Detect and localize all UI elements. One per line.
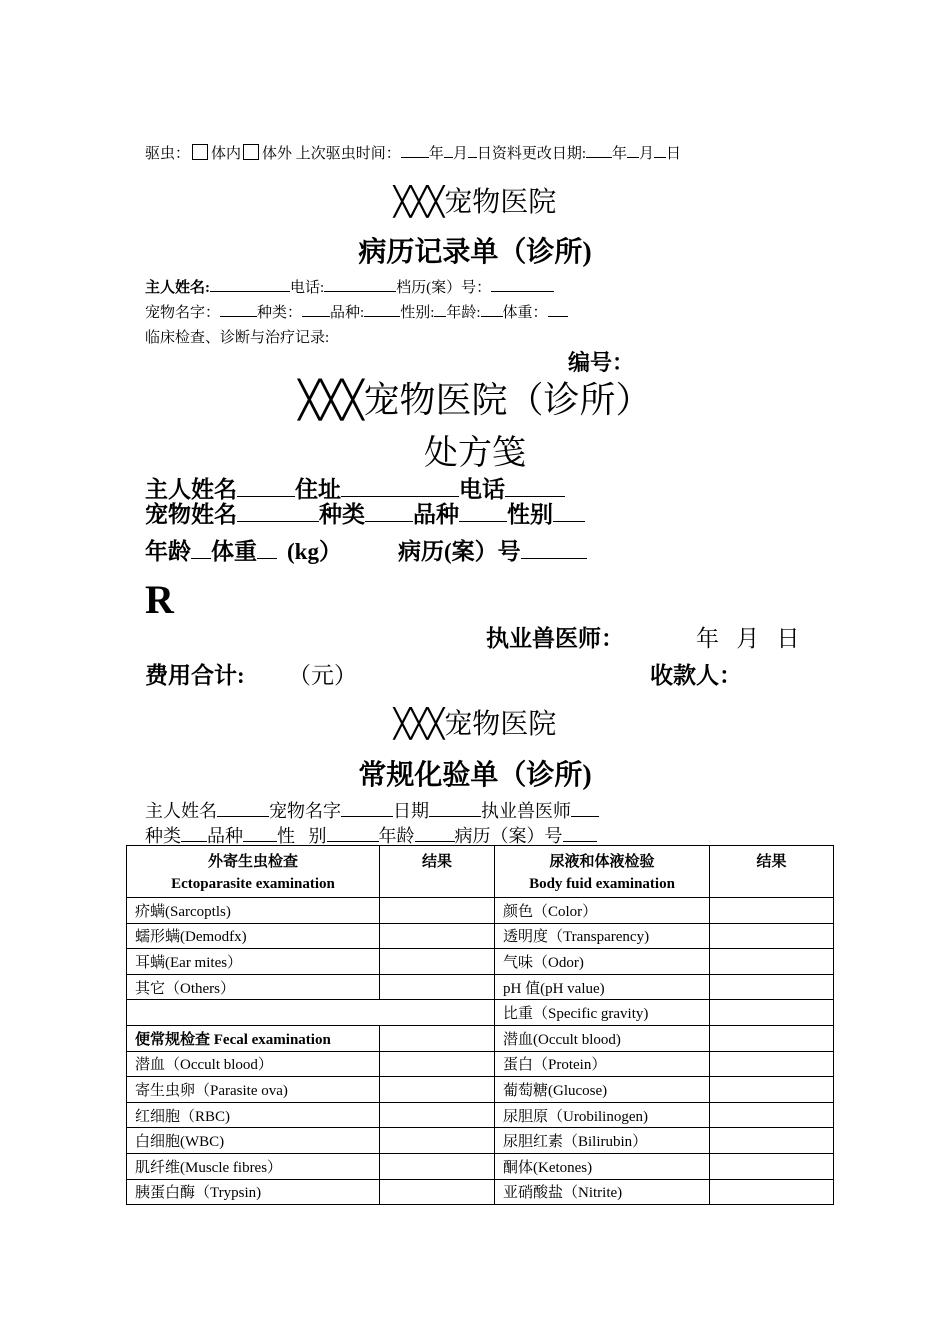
- prescription-date: 年 月 日: [696, 626, 800, 651]
- test-item-left: 胰蛋白酶（Trypsin): [127, 1179, 380, 1205]
- result-cell-left[interactable]: [380, 923, 495, 949]
- test-item-left: 耳螨(Ear mites）: [127, 949, 380, 975]
- result-cell-left[interactable]: [380, 1051, 495, 1077]
- deworm-year-blank[interactable]: [401, 142, 429, 158]
- test-item-left: 白细胞(WBC): [127, 1128, 380, 1154]
- test-item-left: 潜血（Occult blood）: [127, 1051, 380, 1077]
- weight-blank[interactable]: [548, 301, 568, 317]
- body-fluid-header-en: Body fuid examination: [529, 876, 675, 892]
- age-label: 年龄:: [446, 305, 481, 321]
- update-month-blank[interactable]: [627, 142, 639, 158]
- record-title: 病历记录单（诊所): [358, 237, 592, 268]
- sex-label: 性别: [507, 502, 553, 527]
- year-label: 年: [428, 146, 444, 162]
- table-row: [127, 1051, 834, 1077]
- case-no-blank[interactable]: [521, 535, 587, 559]
- table-row: [127, 1153, 834, 1179]
- pet-name-label: 宠物名字：: [145, 305, 221, 321]
- owner-label: 主人姓名: [145, 801, 217, 821]
- external-checkbox[interactable]: [243, 144, 259, 160]
- test-item-right: 酮体(Ketones): [495, 1153, 710, 1179]
- species-label: 种类: [319, 502, 365, 527]
- case-no-label: 病历(案）号: [397, 539, 521, 564]
- table-row: [127, 923, 834, 949]
- total-fee-label: 费用合计:: [145, 663, 245, 688]
- record-pet-line: [145, 301, 568, 322]
- result-cell-right[interactable]: [710, 1179, 834, 1205]
- test-item-left: 蠕形螨(Demodfx): [127, 923, 380, 949]
- table-row: [127, 1025, 834, 1051]
- age-blank[interactable]: [191, 535, 211, 559]
- vet-blank[interactable]: [571, 798, 599, 817]
- result-cell-right[interactable]: [710, 974, 834, 1000]
- result-cell-left[interactable]: [380, 1128, 495, 1154]
- vet-label: 执业兽医师: [481, 801, 571, 821]
- record-hospital-name: ╳╳╳宠物医院: [393, 186, 557, 217]
- pet-name-label: 宠物姓名: [145, 502, 237, 527]
- owner-blank[interactable]: [210, 276, 290, 292]
- age-blank[interactable]: [481, 301, 503, 317]
- test-item-right: 尿胆红素（Bilirubin）: [495, 1128, 710, 1154]
- breed-label: 品种: [207, 826, 243, 846]
- date-label: 日期: [393, 801, 429, 821]
- internal-label: 体内: [211, 146, 242, 162]
- test-item-left: 肌纤维(Muscle fibres）: [127, 1153, 380, 1179]
- table-row: [127, 898, 834, 924]
- lab-owner-line: [145, 797, 599, 823]
- result-header-right: 结果: [710, 846, 834, 898]
- prescription-title: 处方笺: [424, 435, 526, 472]
- result-cell-right[interactable]: [710, 1051, 834, 1077]
- pet-name-blank[interactable]: [341, 798, 393, 817]
- species-label: 种类：: [257, 305, 303, 321]
- breed-label: 品种: [413, 502, 459, 527]
- internal-checkbox[interactable]: [192, 144, 208, 160]
- clinical-record-label: 临床检查、诊断与治疗记录:: [145, 330, 330, 346]
- phone-blank[interactable]: [505, 473, 565, 497]
- result-cell-left[interactable]: [380, 1102, 495, 1128]
- result-cell-left[interactable]: [380, 949, 495, 975]
- age-label: 年龄: [145, 539, 191, 564]
- deworm-label: 驱虫：: [145, 146, 191, 162]
- lab-results-table: [126, 845, 834, 1205]
- result-cell-left[interactable]: [380, 974, 495, 1000]
- sex-blank[interactable]: [553, 498, 585, 522]
- sex-blank[interactable]: [327, 823, 379, 842]
- pet-name-blank[interactable]: [237, 498, 319, 522]
- table-row: [127, 1077, 834, 1103]
- ectoparasite-header-cn: 外寄生虫检查: [207, 854, 298, 870]
- month-label: 月: [639, 146, 655, 162]
- weight-blank[interactable]: [257, 535, 277, 559]
- pet-name-label: 宠物名字: [269, 801, 341, 821]
- breed-label: 品种:: [330, 305, 365, 321]
- breed-blank[interactable]: [364, 301, 400, 317]
- prescription-hospital-name: ╳╳╳宠物医院（诊所）: [298, 379, 652, 420]
- breed-blank[interactable]: [459, 498, 507, 522]
- deworm-day-blank[interactable]: [468, 142, 477, 158]
- year-label: 年: [612, 146, 628, 162]
- test-item-left: 疥螨(Sarcoptls): [127, 898, 380, 924]
- result-cell-right[interactable]: [710, 1025, 834, 1051]
- test-item-right: 葡萄糖(Glucose): [495, 1077, 710, 1103]
- body-fluid-header: [495, 846, 710, 898]
- table-row: [127, 974, 834, 1000]
- result-cell-right[interactable]: [710, 1102, 834, 1128]
- test-item-left: 便常规检查 Fecal examination: [127, 1025, 380, 1051]
- table-header-row: [127, 846, 834, 898]
- result-cell-left[interactable]: [380, 898, 495, 924]
- file-no-label: 档历(案）号：: [396, 280, 492, 296]
- breed-blank[interactable]: [243, 823, 277, 842]
- species-blank[interactable]: [181, 823, 207, 842]
- test-item-right: 蛋白（Protein）: [495, 1051, 710, 1077]
- species-blank[interactable]: [302, 301, 330, 317]
- update-day-blank[interactable]: [654, 142, 666, 158]
- test-item-right: 比重（Specific gravity): [495, 1000, 710, 1026]
- phone-label: 电话:: [290, 280, 325, 296]
- prescription-age-line: [145, 533, 587, 566]
- table-row: [127, 1000, 834, 1026]
- result-cell-left[interactable]: [380, 1179, 495, 1205]
- table-row: [127, 1128, 834, 1154]
- test-item-left: 其它（Others）: [127, 974, 380, 1000]
- ectoparasite-header: [127, 846, 380, 898]
- result-cell-left[interactable]: [380, 1077, 495, 1103]
- test-item-right: pH 值(pH value): [495, 974, 710, 1000]
- sex-label: 性 别: [277, 826, 327, 846]
- test-item-right: 气味（Odor): [495, 949, 710, 975]
- result-cell-right[interactable]: [710, 898, 834, 924]
- test-item-right: 亚硝酸盐（Nitrite): [495, 1179, 710, 1205]
- owner-blank[interactable]: [237, 473, 295, 497]
- record-owner-line: [145, 276, 554, 297]
- test-item-right: 潜血(Occult blood): [495, 1025, 710, 1051]
- day-label: 日: [666, 146, 682, 162]
- owner-blank[interactable]: [217, 798, 269, 817]
- table-row: [127, 1179, 834, 1205]
- result-cell-right[interactable]: [710, 1153, 834, 1179]
- test-item-left: 寄生虫卵（Parasite ova): [127, 1077, 380, 1103]
- rx-symbol: R: [145, 577, 174, 622]
- prescription-number-label: 编号：: [568, 350, 635, 375]
- body-fluid-header-cn: 尿液和体液检验: [549, 854, 655, 870]
- month-label: 月: [452, 146, 468, 162]
- yuan-unit: （元）: [288, 663, 357, 688]
- case-no-blank[interactable]: [563, 823, 597, 842]
- owner-label: 主人姓名:: [145, 280, 210, 296]
- phone-blank[interactable]: [324, 276, 396, 292]
- prescription-pet-line: [145, 496, 585, 529]
- test-item-left: 红细胞（RBC): [127, 1102, 380, 1128]
- result-cell-right[interactable]: [710, 1077, 834, 1103]
- result-cell-right[interactable]: [710, 1000, 834, 1026]
- test-item-left: [127, 1000, 495, 1026]
- address-blank[interactable]: [341, 473, 459, 497]
- result-cell-left[interactable]: [380, 1025, 495, 1051]
- vet-signature-label: 执业兽医师：: [486, 626, 624, 651]
- owner-label: 主人姓名: [145, 477, 237, 502]
- weight-label: 体重：: [502, 305, 548, 321]
- update-date-label: 日资料更改日期:: [476, 146, 587, 162]
- date-blank[interactable]: [429, 798, 481, 817]
- address-label: 住址: [295, 477, 341, 502]
- weight-label: 体重: [211, 539, 257, 564]
- age-label: 年龄: [378, 826, 415, 846]
- case-no-label: 病历（案）号: [454, 826, 563, 846]
- kg-unit: (kg）: [287, 539, 342, 564]
- age-blank[interactable]: [415, 823, 455, 842]
- file-no-blank[interactable]: [491, 276, 554, 292]
- lab-hospital-name: ╳╳╳宠物医院: [393, 708, 557, 739]
- pet-name-blank[interactable]: [220, 301, 257, 317]
- table-row: [127, 949, 834, 975]
- test-item-right: 透明度（Transparency): [495, 923, 710, 949]
- last-deworm-label: 上次驱虫时间：: [295, 146, 401, 162]
- species-blank[interactable]: [365, 498, 413, 522]
- deworm-month-blank[interactable]: [444, 142, 453, 158]
- result-cell-right[interactable]: [710, 1128, 834, 1154]
- phone-label: 电话: [459, 477, 505, 502]
- cashier-label: 收款人：: [650, 663, 742, 688]
- deworm-line: [145, 142, 681, 163]
- table-row: [127, 1102, 834, 1128]
- update-year-blank[interactable]: [586, 142, 612, 158]
- result-header-left: 结果: [380, 846, 495, 898]
- external-label: 体外: [262, 146, 293, 162]
- species-label: 种类: [145, 826, 181, 846]
- lab-title: 常规化验单（诊所): [358, 760, 592, 791]
- result-cell-left[interactable]: [380, 1153, 495, 1179]
- sex-blank[interactable]: [434, 301, 446, 317]
- test-item-right: 尿胆原（Urobilinogen): [495, 1102, 710, 1128]
- result-cell-right[interactable]: [710, 949, 834, 975]
- ectoparasite-header-en: Ectoparasite examination: [171, 876, 335, 892]
- sex-label: 性别:: [400, 305, 435, 321]
- test-item-right: 颜色（Color）: [495, 898, 710, 924]
- result-cell-right[interactable]: [710, 923, 834, 949]
